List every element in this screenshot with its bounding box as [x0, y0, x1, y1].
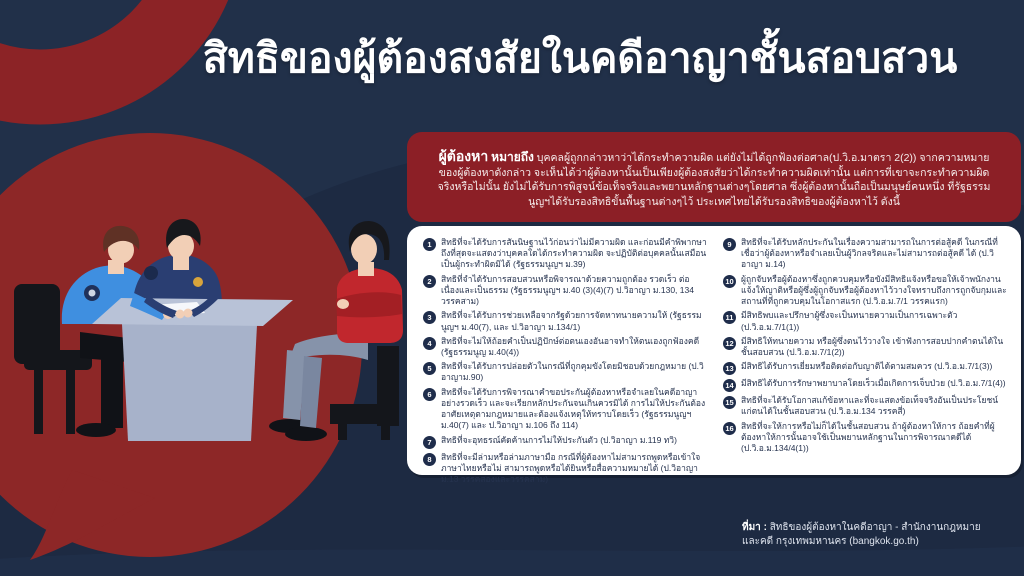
list-item — [723, 378, 1007, 392]
list-item-text: มีสิทธิให้ทนายความ หรือผู้ซึ่งตนไว้วางใจ เข้าฟังการสอบปากคำตนได้ในชั้นสอบสวน (ป.วิ.อ.ม.7/1(2)) — [741, 335, 1004, 357]
list-item-text: สิทธิที่จะได้รับการช่วยเหลือจากรัฐด้วยการจัดหาทนายความให้ (รัฐธรรมนูญฯ ม.40(7), และ ป.วิอาญา ม.134/1) — [441, 310, 702, 332]
list-item — [423, 336, 707, 358]
list-item-text: มีสิทธิได้รับการรักษาพยาบาลโดยเร็วเมื่อเกิดการเจ็บป่วย (ป.วิ.อ.ม.7/1(4)) — [741, 378, 1006, 389]
source-note — [742, 521, 998, 549]
list-item — [723, 237, 1007, 271]
number-badge — [423, 436, 436, 449]
rights-panel — [407, 226, 1021, 484]
number-badge — [423, 311, 436, 324]
list-item — [423, 387, 707, 432]
number-badge — [723, 362, 736, 375]
definition-meaning-label: หมายถึง — [491, 149, 534, 164]
number-badge-label: 3 — [427, 313, 432, 323]
number-badge-label: 7 — [427, 437, 432, 447]
number-badge-label: 5 — [427, 364, 432, 374]
number-badge — [423, 238, 436, 251]
number-badge — [723, 337, 736, 350]
number-badge — [723, 311, 736, 324]
list-item-text: สิทธิที่จะให้การหรือไม่ก็ได้ในชั้นสอบสวน ถ้าผู้ต้องหาให้การ ถ้อยคำที่ผู้ต้องหาให้การนั้นอาจใช้เป็นพยานหลักฐานในการพิจารณาคดีได้ (ป.วิ.อ.ม.134/4(1)) — [741, 420, 995, 454]
number-badge-label: 13 — [725, 364, 734, 374]
list-item — [723, 310, 1007, 332]
number-badge — [723, 422, 736, 435]
list-item-text: สิทธิที่จะไม่ให้ถ้อยคำเป็นปฏิปักษ์ต่อตนเองอันอาจทำให้ตนเองถูกฟ้องคดี (รัฐธรรมนูญ ม.40(4)) — [441, 335, 700, 357]
number-badge — [723, 396, 736, 409]
list-item — [423, 310, 707, 332]
number-badge — [723, 379, 736, 392]
definition-text — [433, 147, 995, 210]
definition-panel — [407, 132, 1021, 222]
list-item — [723, 361, 1007, 375]
number-badge — [423, 337, 436, 350]
number-badge-label: 14 — [725, 381, 734, 391]
list-item-text: สิทธิที่จะอุทธรณ์คัดค้านการไม่ให้ประกันตัว (ป.วิอาญา ม.119 ทวิ) — [441, 434, 677, 445]
list-item — [723, 421, 1007, 455]
list-item — [723, 336, 1007, 358]
number-badge-label: 1 — [427, 240, 432, 249]
number-badge — [723, 275, 736, 288]
source-text: สิทธิของผู้ต้องหาในคดีอาญา - สำนักงานกฎหมายและคดี กรุงเทพมหานคร (bangkok.go.th) — [742, 522, 981, 548]
list-item-text: สิทธิที่จะได้รับโอกาสแก้ข้อหาและที่จะแสดงข้อเท็จจริงอันเป็นประโยชน์แก่ตนได้ในชั้นสอบสวน (ป.วิ.อ.ม.134 วรรคสี่) — [741, 395, 999, 417]
number-badge-label: 4 — [427, 338, 432, 348]
list-item — [423, 361, 707, 383]
list-item-text: สิทธิที่จะได้รับการปล่อยตัวในกรณีที่ถูกคุมขังโดยมิชอบด้วยกฎหมาย (ป.วิอาญาม.90) — [441, 361, 704, 383]
number-badge-label: 15 — [725, 398, 734, 408]
list-item-text: สิทธิที่จะได้รับหลักประกันในเรื่องความสามารถในการต่อสู้คดี ในกรณีที่เชื่อว่าผู้ต้องหาหรือจำเลยเป็นผู้วิกลจริตและไม่สามารถต่อสู้คดี ได้ (ป.วิอาญา ม.14) — [741, 237, 998, 270]
list-item-text: มีสิทธิพบและปรึกษาผู้ซึ่งจะเป็นทนายความเป็นการเฉพาะตัว (ป.วิ.อ.ม.7/1(1)) — [741, 310, 958, 332]
number-badge-label: 9 — [727, 240, 732, 249]
number-badge — [723, 238, 736, 251]
list-item-text: สิทธิที่จำได้รับการสอบสวนหรือพิจารณาด้วยความถูกต้อง รวดเร็ว ต่อเนื่องและเป็นธรรม (รัฐธรรมนูญฯ ม.40 (3)(4)(7) ป.วิอาญา ม.130, 134 วรรคสาม) — [441, 273, 694, 307]
list-item — [723, 274, 1007, 308]
number-badge — [423, 362, 436, 375]
list-item-text: มีสิทธิได้รับการเยี่ยมหรือติดต่อกับญาติได้ตามสมควร (ป.วิ.อ.ม.7/1(3)) — [741, 361, 993, 372]
page-title: สิทธิของผู้ต้องสงสัยในคดีอาญาชั้นสอบสวน — [202, 35, 958, 81]
number-badge — [423, 388, 436, 401]
number-badge-label: 6 — [427, 389, 432, 399]
list-item — [423, 435, 707, 449]
rights-column-right — [723, 237, 1007, 488]
source-label: ที่มา : — [742, 522, 767, 533]
number-badge-label: 16 — [725, 423, 734, 433]
definition-term: ผู้ต้องหา — [438, 147, 489, 164]
number-badge — [423, 275, 436, 288]
list-item-text: ผู้ถูกจับหรือผู้ต้องหาซึ่งถูกควบคุมหรือขังมีสิทธิแจ้งหรือขอให้เจ้าพนักงานแจ้งให้ญาติหรือผู้ซึ่งผู้ถูกจับหรือผู้ต้องหาไว้วางใจทราบถึงการถูกจับกุมและสถานที่ที่ถูกควบคุมในโอกาสแรก (ป.วิ.อ.ม.7/1 วรรคแรก) — [741, 273, 1007, 307]
list-item — [423, 237, 707, 271]
list-item-text: สิทธิที่จะได้รับการพิจารณาคำขอประกันผู้ต้องหาหรือจำเลยในคดีอาญาอย่างรวดเร็ว และจะเรียกหลักประกันจนเกินควรมิได้ การไม่ให้ประกันต้องอาศัยเหตุตามกฎหมายและต้องแจ้งเหตุให้ทราบโดยเร็ว (รัฐธรรมนูญฯ ม.40(7) และ ป.วิอาญา ม.106 ถึง 114) — [441, 386, 706, 431]
number-badge-label: 8 — [427, 454, 432, 464]
list-item — [423, 274, 707, 308]
number-badge-label: 11 — [725, 313, 734, 323]
number-badge-label: 2 — [427, 276, 432, 286]
list-item — [423, 452, 707, 486]
list-item-text: สิทธิที่จะมีล่ามหรือล่ามภาษามือ กรณีที่ผู้ต้องหาไม่สามารถพูดหรือเข้าใจภาษาไทยหรือไม่ สามารถพูดหรือได้ยินหรือสื่อความหมายได้ (ป.วิอาญา ม.13 วรรคสองและวรรคสาม) — [441, 451, 701, 484]
definition-body: บุคคลผู้ถูกกล่าวหาว่าได้กระทำความผิด แต่ยังไม่ได้ถูกฟ้องต่อศาล(ป.วิ.อ.มาตรา 2(2)) จากความหมายของผู้ต้องหาดังกล่าว จะเห็นได้ว่าผู้ต้องหานั้นเป็นเพียงผู้ต้องสงสัยว่าได้กระทำความผิดเท่านั้น แต่การที่เขาจะกระทำความผิดจริงหรือไม่นั้น ยังไม่ได้รับการพิสูจน์ข้อเท็จจริงและพยานหลักฐานต่างๆโดยศาล ซึ่งผู้ต้องหานั้นถือเป็นมนุษย์คนหนึ่ง ที่รัฐธรรมนูญฯได้รับรองสิทธิขั้นพื้นฐานต่างๆไว้ ประเทศไทยได้รับรองสิทธิของผู้ต้องหาไว้ ดังนี้ — [437, 151, 991, 208]
number-badge-label: 10 — [725, 276, 734, 286]
number-badge — [423, 453, 436, 466]
rights-column-left — [423, 237, 707, 488]
number-badge-label: 12 — [725, 338, 734, 348]
list-item-text: สิทธิที่จะได้รับการสันนิษฐานไว้ก่อนว่าไม่มีความผิด และก่อนมีคำพิพากษาถึงที่สุดจะแสดงว่าบุคคลใดได้กระทำความผิด จะปฏิบัติต่อบุคคลนั้นเสมือนเป็นผู้กระทำผิดมิได้ (รัฐธรรมนูญฯ ม.39) — [441, 237, 707, 270]
list-item — [723, 395, 1007, 417]
